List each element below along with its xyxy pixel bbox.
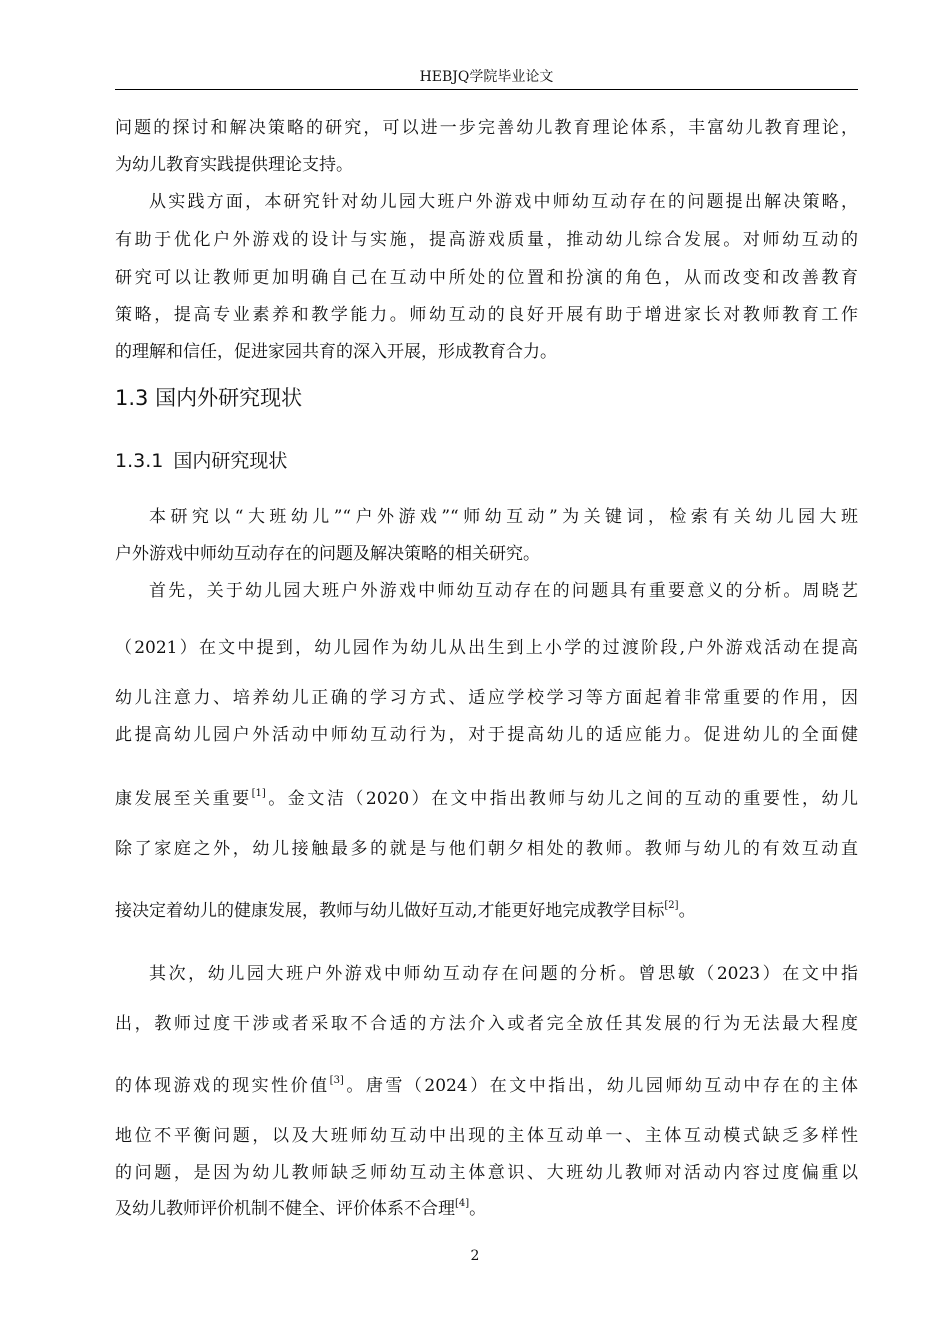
para1-line2: 为幼儿教育实践提供理论支持。 [115, 155, 353, 175]
text-run: 。金文洁（2020）在文中指出教师与幼儿之间的互动的重要性，幼儿 [265, 789, 858, 809]
para4-line4: 此提高幼儿园户外活动中师幼互动行为，对于提高幼儿的适应能力。促进幼儿的全面健 [115, 725, 858, 745]
subsection-heading-1-3-1 [115, 448, 287, 474]
para2-line4: 策略，提高专业素养和教学能力。师幼互动的良好开展有助于增进家长对教师教育工作 [115, 305, 858, 325]
para3-line1: 本研究以“大班幼儿”“户外游戏”“师幼互动”为关键词，检索有关幼儿园大班 [149, 507, 858, 527]
para5-line6 [115, 1197, 858, 1221]
section-heading-1-3: 1.3 国内外研究现状 [115, 386, 303, 410]
para4-line6: 除了家庭之外，幼儿接触最多的就是与他们朝夕相处的教师。教师与幼儿的有效互动直 [115, 839, 858, 859]
para2-line2: 有助于优化户外游戏的设计与实施，提高游戏质量，推动幼儿综合发展。对师幼互动的 [115, 230, 858, 250]
para4-line2: （2021）在文中提到，幼儿园作为幼儿从出生到上小学的过渡阶段,户外游戏活动在提高 [115, 638, 858, 658]
para4-line1: 首先，关于幼儿园大班户外游戏中师幼互动存在的问题具有重要意义的分析。周晓艺 [149, 581, 858, 601]
para5-line2: 出，教师过度干涉或者采取不合适的方法介入或者完全放任其发展的行为无法最大程度 [115, 1014, 858, 1034]
page-header-title: HEBJQ学院毕业论文 [419, 69, 554, 85]
subsection-number: 1.3.1 [115, 450, 164, 472]
text-run: 。 [678, 901, 696, 921]
citation-3: [3] [329, 1075, 344, 1086]
text-run: 康发展至关重要 [115, 789, 252, 809]
citation-1: [1] [251, 788, 266, 799]
citation-2: [2] [664, 900, 679, 911]
para5-line5: 的问题，是因为幼儿教师缺乏师幼互动主体意识、大班幼儿教师对活动内容过度偏重以 [115, 1163, 858, 1183]
para2-line5: 的理解和信任，促进家园共育的深入开展，形成教育合力。 [115, 342, 557, 362]
subsection-title: 国内研究现状 [173, 450, 288, 472]
para3-line2: 户外游戏中师幼互动存在的问题及解决策略的相关研究。 [115, 544, 540, 564]
para4-line7 [115, 899, 858, 923]
para4-line5 [115, 787, 858, 811]
citation-4: [4] [455, 1198, 470, 1209]
text-run: 。 [469, 1199, 487, 1219]
page-number: 2 [470, 1248, 480, 1264]
para2-line3: 研究可以让教师更加明确自己在互动中所处的位置和扮演的角色，从而改变和改善教育 [115, 268, 858, 288]
para5-line1: 其次，幼儿园大班户外游戏中师幼互动存在问题的分析。曾思敏（2023）在文中指 [149, 964, 858, 984]
text-run: 。唐雪（2024）在文中指出，幼儿园师幼互动中存在的主体 [343, 1076, 858, 1096]
para1-line1: 问题的探讨和解决策略的研究，可以进一步完善幼儿教育理论体系，丰富幼儿教育理论， [115, 118, 858, 138]
para5-line3 [115, 1074, 858, 1098]
para4-line3: 幼儿注意力、培养幼儿正确的学习方式、适应学校学习等方面起着非常重要的作用，因 [115, 688, 858, 708]
para5-line4: 地位不平衡问题，以及大班师幼互动中出现的主体互动单一、主体互动模式缺乏多样性 [115, 1126, 858, 1146]
para2-line1: 从实践方面，本研究针对幼儿园大班户外游戏中师幼互动存在的问题提出解决策略， [149, 192, 858, 212]
text-run: 及幼儿教师评价机制不健全、评价体系不合理 [115, 1199, 455, 1219]
text-run: 的体现游戏的现实性价值 [115, 1076, 330, 1096]
header-divider [115, 89, 858, 90]
text-run: 接决定着幼儿的健康发展，教师与幼儿做好互动,才能更好地完成教学目标 [115, 901, 665, 921]
